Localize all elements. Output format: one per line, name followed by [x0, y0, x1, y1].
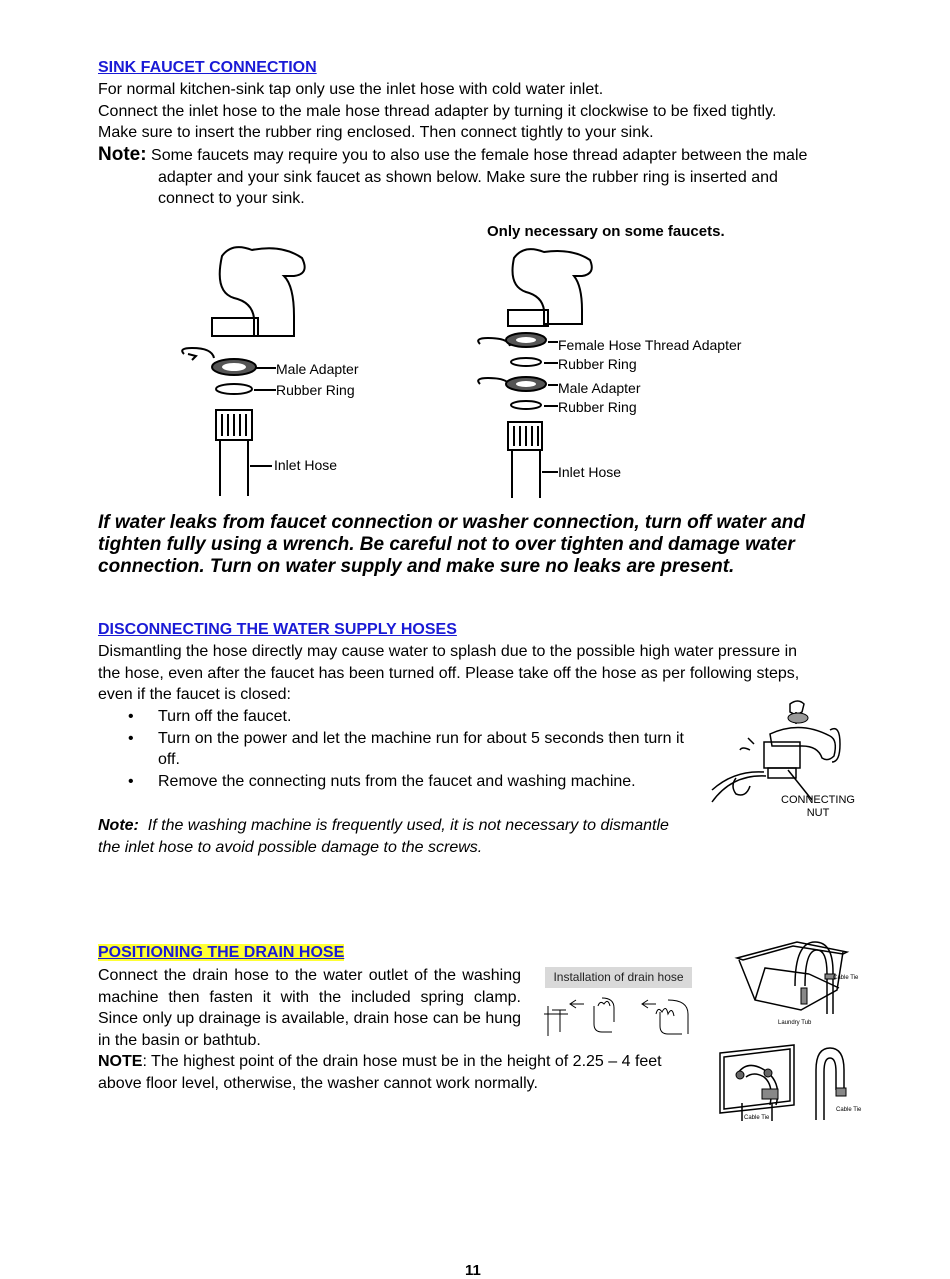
figure-label: Cable Tie — [836, 1107, 862, 1113]
figure-label: Cable Tie — [744, 1115, 770, 1121]
list-item: • Turn on the power and let the machine run for about 5 seconds then turn it off. — [98, 728, 698, 771]
note-label: Note: — [98, 144, 147, 165]
note-line: adapter and your sink faucet as shown below. Make sure the rubber ring is inserted and — [158, 168, 778, 186]
note-line: If the washing machine is frequently used, it is not necessary to dismantle — [147, 817, 669, 834]
diagram-label: Inlet Hose — [274, 457, 338, 473]
figure-label-line: NUT — [806, 807, 830, 819]
diagram-title: Only necessary on some faucets. — [487, 223, 725, 240]
disconnect-line: the hose, even after the faucet has been turned off. Please take off the hose as per following steps, — [98, 664, 800, 682]
drain-note — [98, 1051, 708, 1094]
section-heading-disconnect: DISCONNECTING THE WATER SUPPLY HOSES — [98, 621, 457, 638]
list-item: • Remove the connecting nuts from the faucet and washing machine. — [98, 771, 698, 793]
disconnect-line: even if the faucet is closed: — [98, 686, 291, 703]
diagram-label: Male Adapter — [276, 361, 359, 377]
note-line: above floor level, otherwise, the washer cannot work normally. — [98, 1074, 538, 1092]
wall-drain-illustration — [718, 1043, 798, 1121]
note-label: NOTE — [98, 1053, 143, 1070]
sink-intro — [98, 79, 878, 144]
list-item: • Turn off the faucet. — [98, 706, 698, 728]
diagram-label: Inlet Hose — [558, 464, 622, 480]
drain-install-illustration — [542, 992, 697, 1042]
sink-line: Connect the inlet hose to the male hose thread adapter by turning it clockwise to be fixed tightly. — [98, 102, 777, 120]
drain-paragraph: Connect the drain hose to the water outlet of the washing machine then fasten it with the included spring clamp. Since only up drainage is available, drain hose can be hung in the basin or bathtub. — [98, 967, 521, 1049]
install-drain-label: Installation of drain hose — [545, 967, 692, 988]
note-label: Note: — [98, 817, 139, 834]
figure-label-line: CONNECTING — [781, 794, 855, 806]
diagram-label: Rubber Ring — [276, 382, 355, 398]
figure-label: Cable Tie — [833, 975, 859, 981]
disconnect-steps — [98, 706, 698, 792]
sink-line: For normal kitchen-sink tap only use the inlet hose with cold water inlet. — [98, 81, 604, 98]
diagram-label: Female Hose Thread Adapter — [558, 337, 742, 353]
faucet-nut-illustration — [710, 698, 870, 808]
diagram-label: Male Adapter — [558, 380, 641, 396]
laundry-tub-illustration — [735, 938, 870, 1030]
warning-line: If water leaks from faucet connection or washer connection, turn off water and — [98, 512, 806, 533]
sink-line: Make sure to insert the rubber ring enclosed. Then connect tightly to your sink. — [98, 124, 654, 141]
highlighted-heading: POSITIONING THE DRAIN HOSE — [98, 944, 345, 961]
page-number: 11 — [465, 1262, 481, 1279]
figure-label: Laundry Tub — [778, 1020, 812, 1026]
diagram-label: Rubber Ring — [558, 356, 637, 372]
faucet-diagram-right — [470, 248, 570, 500]
connecting-nut-label — [770, 794, 866, 820]
note-line: Some faucets may require you to also use the female hose thread adapter between the male — [151, 147, 808, 164]
warning-line: tighten fully using a wrench. Be careful not to over tighten and damage water — [98, 534, 795, 555]
section-heading-sink: SINK FAUCET CONNECTION — [98, 59, 317, 76]
leak-warning — [98, 512, 898, 578]
disconnect-line: Dismantling the hose directly may cause water to splash due to the possible high water pressure in — [98, 643, 798, 660]
sink-note — [98, 144, 898, 210]
disconnect-note — [98, 815, 708, 858]
disconnect-intro — [98, 641, 898, 706]
section-heading-drain — [98, 944, 344, 962]
note-line: connect to your sink. — [158, 190, 305, 207]
note-line: : The highest point of the drain hose must be in the height of 2.25 – 4 feet — [142, 1053, 662, 1070]
diagram-label: Rubber Ring — [558, 399, 637, 415]
note-line: the inlet hose to avoid possible damage to the screws. — [98, 838, 483, 856]
warning-line: connection. Turn on water supply and make sure no leaks are present. — [98, 556, 735, 577]
